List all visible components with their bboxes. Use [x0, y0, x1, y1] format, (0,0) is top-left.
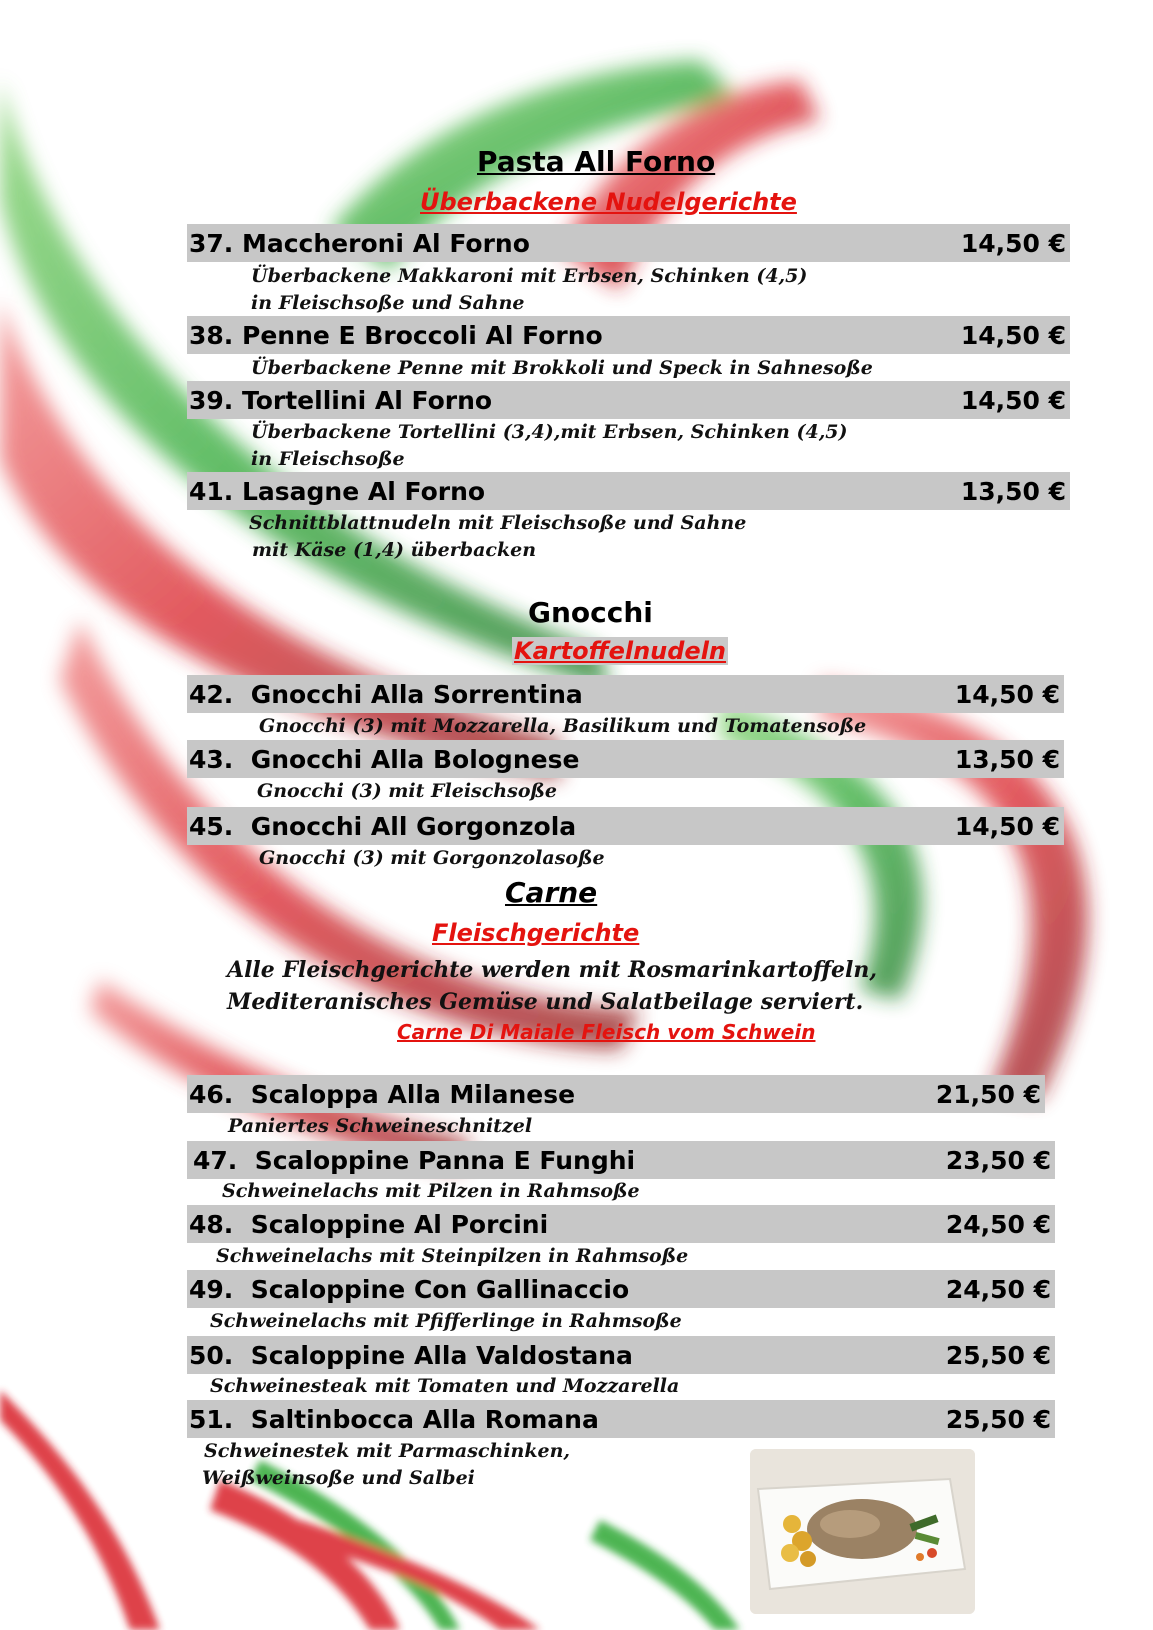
item-name: 37. Maccheroni Al Forno	[189, 228, 530, 258]
item-description: Schweinelachs mit Steinpilzen in Rahmsoße	[216, 1245, 689, 1267]
item-description: Schweinelachs mit Pfifferlinge in Rahmsoße	[210, 1310, 682, 1332]
item-name: 42. Gnocchi Alla Sorrentina	[189, 679, 583, 709]
item-description: Schweinestek mit Parmaschinken, Weißweinsoße und Salbei	[202, 1440, 571, 1489]
item-description: Schweinesteak mit Tomaten und Mozzarella	[210, 1375, 680, 1397]
menu-item-row	[187, 316, 1070, 354]
side-dish-note: Alle Fleischgerichte werden mit Rosmarinkartoffeln, Mediteranisches Gemüse und Salatbeilage serviert.	[227, 957, 878, 1015]
section-title-gnocchi: Gnocchi	[528, 596, 653, 629]
item-name: 45. Gnocchi All Gorgonzola	[189, 811, 577, 841]
menu-item-row	[187, 675, 1064, 713]
item-name: 38. Penne E Broccoli Al Forno	[189, 320, 603, 350]
item-price: 23,50 €	[945, 1145, 1051, 1175]
item-price: 13,50 €	[960, 476, 1066, 506]
item-description: Schweinelachs mit Pilzen in Rahmsoße	[222, 1180, 640, 1202]
item-name: 41. Lasagne Al Forno	[189, 476, 486, 506]
item-description: Überbackene Penne mit Brokkoli und Speck in Sahnesoße	[251, 357, 873, 379]
item-price: 21,50 €	[935, 1079, 1041, 1109]
section-subtitle-carne: Fleischgerichte	[432, 919, 640, 947]
item-price: 14,50 €	[954, 811, 1060, 841]
item-description: Überbackene Makkaroni mit Erbsen, Schinken (4,5) in Fleischsoße und Sahne	[251, 265, 808, 314]
item-name: 47. Scaloppine Panna E Funghi	[193, 1145, 636, 1175]
item-price: 14,50 €	[960, 228, 1066, 258]
item-name: 49. Scaloppine Con Gallinaccio	[189, 1274, 630, 1304]
item-description: Gnocchi (3) mit Fleischsoße	[257, 780, 558, 802]
item-price: 24,50 €	[945, 1209, 1051, 1239]
section-subtitle-gnocchi: Kartoffelnudeln	[514, 637, 727, 665]
item-name: 51. Saltinbocca Alla Romana	[189, 1404, 599, 1434]
item-name: 39. Tortellini Al Forno	[189, 385, 493, 415]
item-description: Paniertes Schweineschnitzel	[228, 1115, 533, 1137]
item-name: 48. Scaloppine Al Porcini	[189, 1209, 549, 1239]
menu-item-row	[187, 1336, 1055, 1374]
item-description: Überbackene Tortellini (3,4),mit Erbsen, Schinken (4,5) in Fleischsoße	[251, 421, 848, 470]
food-plate-photo	[750, 1449, 975, 1614]
menu-item-row	[187, 1400, 1055, 1438]
menu-item-row	[187, 740, 1064, 778]
menu-item-row	[187, 1205, 1055, 1243]
item-price: 14,50 €	[960, 385, 1066, 415]
menu-item-row	[187, 381, 1070, 419]
item-description: Gnocchi (3) mit Mozzarella, Basilikum und Tomatensoße	[259, 715, 867, 737]
item-price: 24,50 €	[945, 1274, 1051, 1304]
menu-item-row	[187, 1075, 1045, 1113]
section-title-carne: Carne	[505, 876, 598, 909]
item-price: 25,50 €	[945, 1404, 1051, 1434]
section-title-pasta: Pasta All Forno	[477, 145, 716, 178]
item-price: 13,50 €	[954, 744, 1060, 774]
item-name: 46. Scaloppa Alla Milanese	[189, 1079, 576, 1109]
item-description: Gnocchi (3) mit Gorgonzolasoße	[259, 847, 605, 869]
item-name: 43. Gnocchi Alla Bolognese	[189, 744, 580, 774]
item-price: 14,50 €	[954, 679, 1060, 709]
pork-subheading: Carne Di Maiale Fleisch vom Schwein	[397, 1020, 816, 1044]
menu-item-row	[187, 1141, 1055, 1179]
section-subtitle-pasta: Überbackene Nudelgerichte	[420, 188, 797, 216]
menu-item-row	[187, 472, 1070, 510]
item-name: 50. Scaloppine Alla Valdostana	[189, 1340, 633, 1370]
item-description: Schnittblattnudeln mit Fleischsoße und Sahne mit Käse (1,4) überbacken	[249, 512, 747, 561]
menu-item-row	[187, 807, 1064, 845]
item-price: 14,50 €	[960, 320, 1066, 350]
menu-item-row	[187, 224, 1070, 262]
menu-item-row	[187, 1270, 1055, 1308]
item-price: 25,50 €	[945, 1340, 1051, 1370]
